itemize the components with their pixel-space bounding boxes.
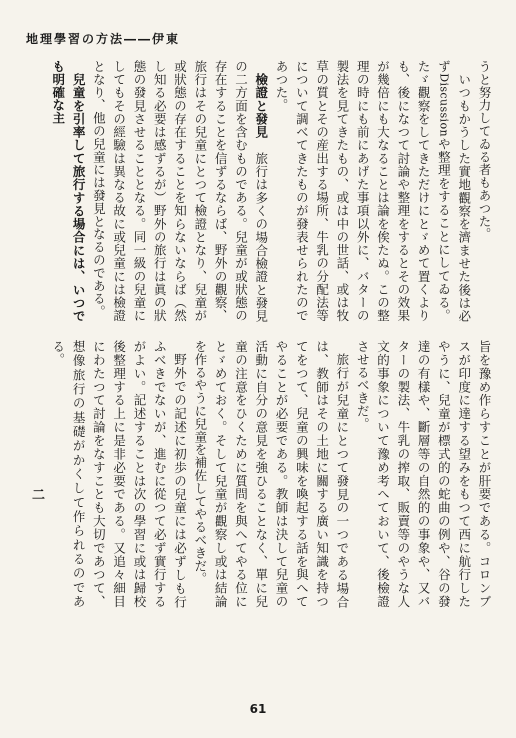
page-marker: 二 (32, 488, 46, 503)
latin-word: Discuss (437, 73, 451, 119)
paragraph (88, 60, 271, 322)
paragraph (190, 340, 352, 608)
paragraph (271, 60, 474, 322)
paragraph (47, 60, 88, 322)
paragraph (47, 340, 189, 608)
running-title: 地理學習の方法――伊東 (26, 32, 181, 46)
paragraph-text: や整理をすることにしてゐる。たゞ觀察をしてきただけにとゞめて置くよりも、後になつて討論や整理をするとその效果が幾倍にも大なることは論を俟たぬ。この整理の時にも前にあげた事項以外に、バターの製法を見てきたもの、或は中の世話、或は牧草の質とその産出する場所、牛乳の分配法等について調べてきたものが發表せられたのであつた。 (274, 60, 452, 322)
bold-sentence: 兒童を引率して旅行する場合には、いつでも明確な主 (50, 60, 87, 322)
paragraph-text: うと努力してゐる者もあつた。 (477, 60, 492, 241)
lower-text-column (50, 340, 494, 608)
page-number: 61 (249, 702, 267, 716)
paragraph-text: いつもかうした實地觀察を濟ませた後は必ず (436, 60, 472, 322)
paragraph-text: 野外での記述に初歩の兒童には必ずしも行ふべきでないが、進むに從つて必ず實行するがよい。記述することは次の學習に或は歸校後整理する上に是非必要である。又追々細目にわたつて討論をなすことも大切であつて、想像旅行の基礎がかくして作られるのである。 (50, 340, 188, 608)
latin-word-continued: ion (437, 118, 451, 137)
section-heading: 檢證と發見 (253, 72, 269, 139)
upper-text-column (8, 60, 494, 322)
paragraph (474, 60, 494, 322)
paragraph-text: 旅行が兒童にとつて發見の一つである場合は、教師はその土地に關する廣い知識を持つてをつて、兒童の興味を喚起する話を與へてやることが必要である。教師は決して兒童の活動に自分の意見を強ひることなく、單に兒童の注意をひくために質問を與へてやる位にとゞめておく。そして兒童が觀察し或は結論を作るやうに兒童を補佐してやるべきだ。 (192, 340, 350, 608)
paragraph-text: 旅行は多くの場合檢證と發見の二方面を含むものである。兒童が或狀態の存在することを信ずるならば、野外の觀察、旅行はその兒童にとつて檢證となり、兒童が或狀態の存在することを知らないならば（然し知る必要は感ずるが）野外の旅行は眞の狀態の發見させることとなる。同一級の兒童にしてもその經驗は異なる故に或兒童には檢證となり、他の兒童には發見となるのである。 (91, 60, 269, 323)
paragraph (352, 340, 494, 608)
paragraph-text: 旨を豫め作らすことが肝要である。コロンブスが印度に達する望みをもつて西に航行したやうに、兒童が標式的の蛇曲の例や、谷の發達の有樣や、斷層等の自然的の事象や、又バターの製法、牛乳の搾取、販賣等のやうな人文的事象について豫め考へておいて、後檢證させるべきだ。 (355, 340, 492, 608)
